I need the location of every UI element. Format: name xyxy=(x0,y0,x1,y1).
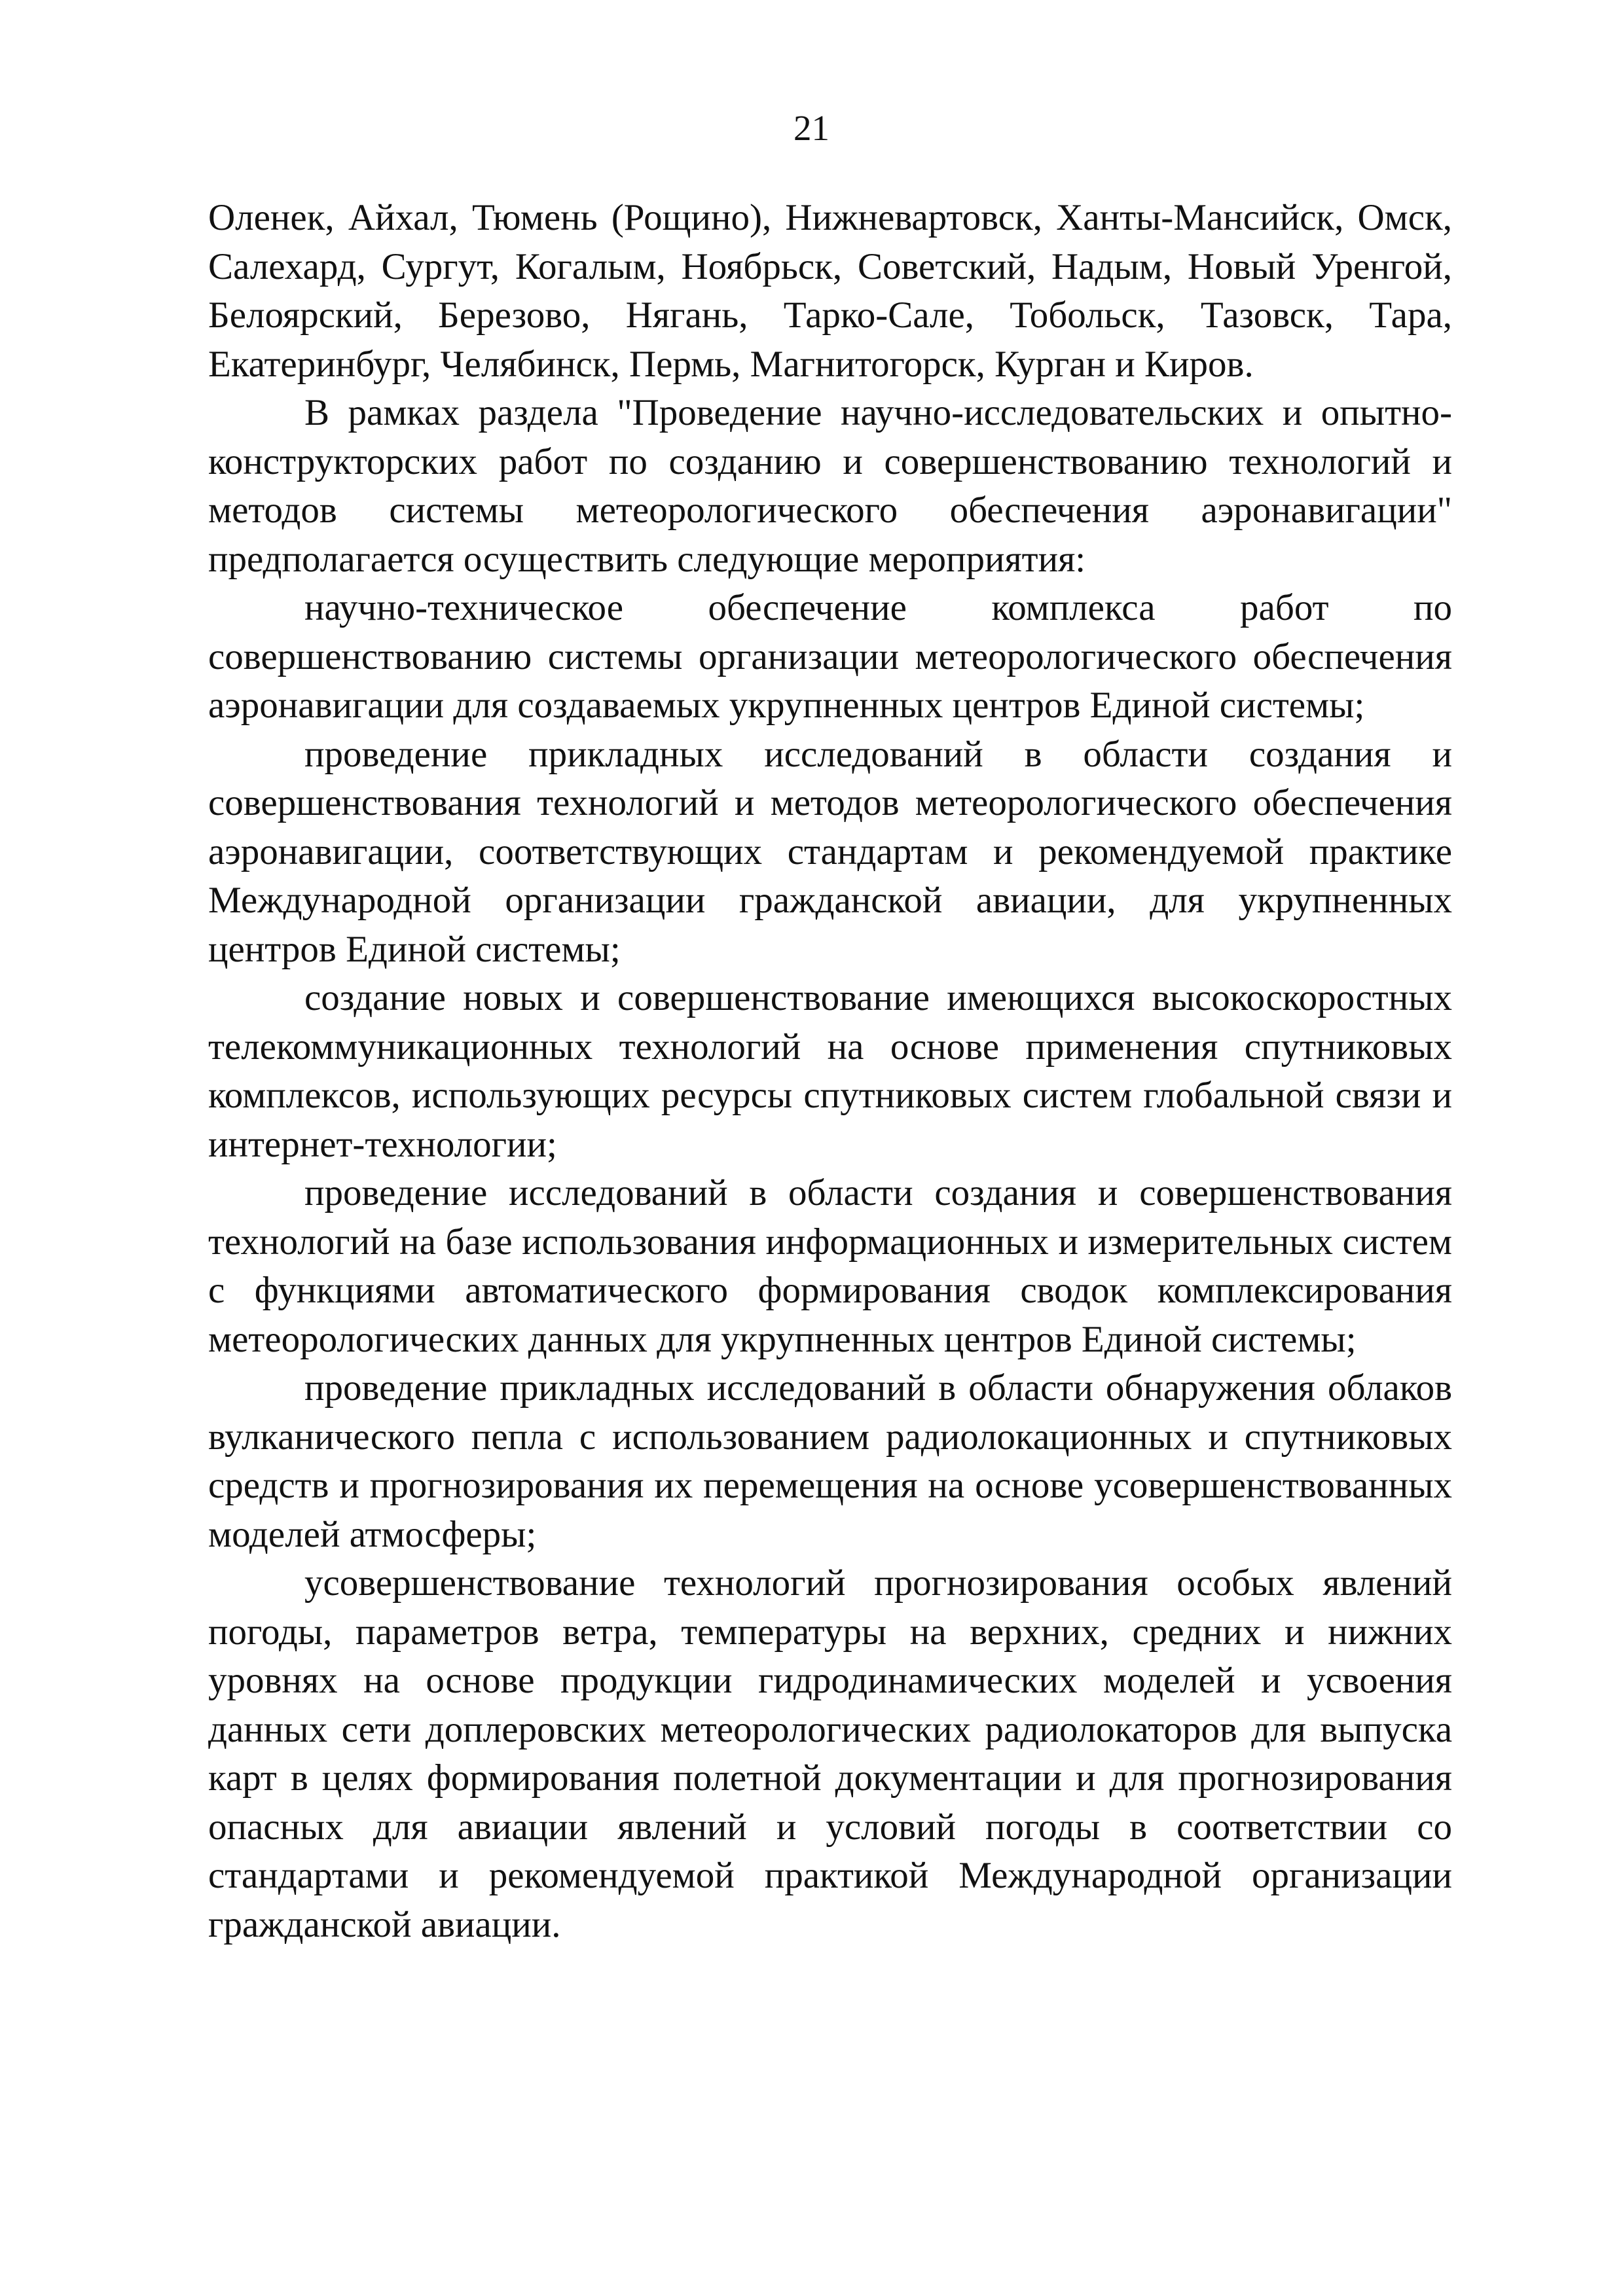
paragraph-measure-4: проведение исследований в области создания и совершенствования технологий на базе использования информационных и измерительных систем с функциями автоматического формирования сводок комплексирования метеорологических данных для укрупненных центров Единой системы; xyxy=(208,1172,1452,1360)
page-number: 21 xyxy=(793,108,830,148)
paragraph-measure-6: усовершенствование технологий прогнозирования особых явлений погоды, параметров ветра, температуры на верхних, средних и нижних уровнях на основе продукции гидродинамических моделей и усвоения данных сети доплеровских метеорологических радиолокаторов для выпуска карт в целях формирования полетной документации и для прогнозирования опасных для авиации явлений и условий погоды в соответствии со стандартами и рекомендуемой практикой Международной организации гражданской авиации. xyxy=(208,1562,1452,1945)
body-text xyxy=(208,194,1452,1949)
paragraph-measure-1: научно-техническое обеспечение комплекса работ по совершенствованию системы организации метеорологического обеспечения аэронавигации для создаваемых укрупненных центров Единой системы; xyxy=(208,587,1452,726)
paragraph-measure-3: создание новых и совершенствование имеющихся высокоскоростных телекоммуникационных технологий на основе применения спутниковых комплексов, использующих ресурсы спутниковых систем глобальной связи и интернет-технологии; xyxy=(208,977,1452,1165)
paragraph-measure-5: проведение прикладных исследований в области обнаружения облаков вулканического пепла с использованием радиолокационных и спутниковых средств и прогнозирования их перемещения на основе усовершенствованных моделей атмосферы; xyxy=(208,1367,1452,1555)
paragraph-airports-list: Оленек, Айхал, Тюмень (Рощино), Нижневартовск, Ханты-Мансийск, Омск, Салехард, Сургут, Когалым, Ноябрьск, Советский, Надым, Новый Уренгой, Белоярский, Березово, Нягань, Тарко-Сале, Тобольск, Тазовск, Тара, Екатеринбург, Челябинск, Пермь, Магнитогорск, Курган и Киров. xyxy=(208,197,1452,385)
paragraph-measure-2: проведение прикладных исследований в области создания и совершенствования технологий и методов метеорологического обеспечения аэронавигации, соответствующих стандартам и рекомендуемой практике Международной организации гражданской авиации, для укрупненных центров Единой системы; xyxy=(208,733,1452,970)
paragraph-section-intro: В рамках раздела "Проведение научно-исследовательских и опытно-конструкторских работ по созданию и совершенствованию технологий и методов системы метеорологического обеспечения аэронавигации" предполагается осуществить следующие мероприятия: xyxy=(208,392,1452,580)
